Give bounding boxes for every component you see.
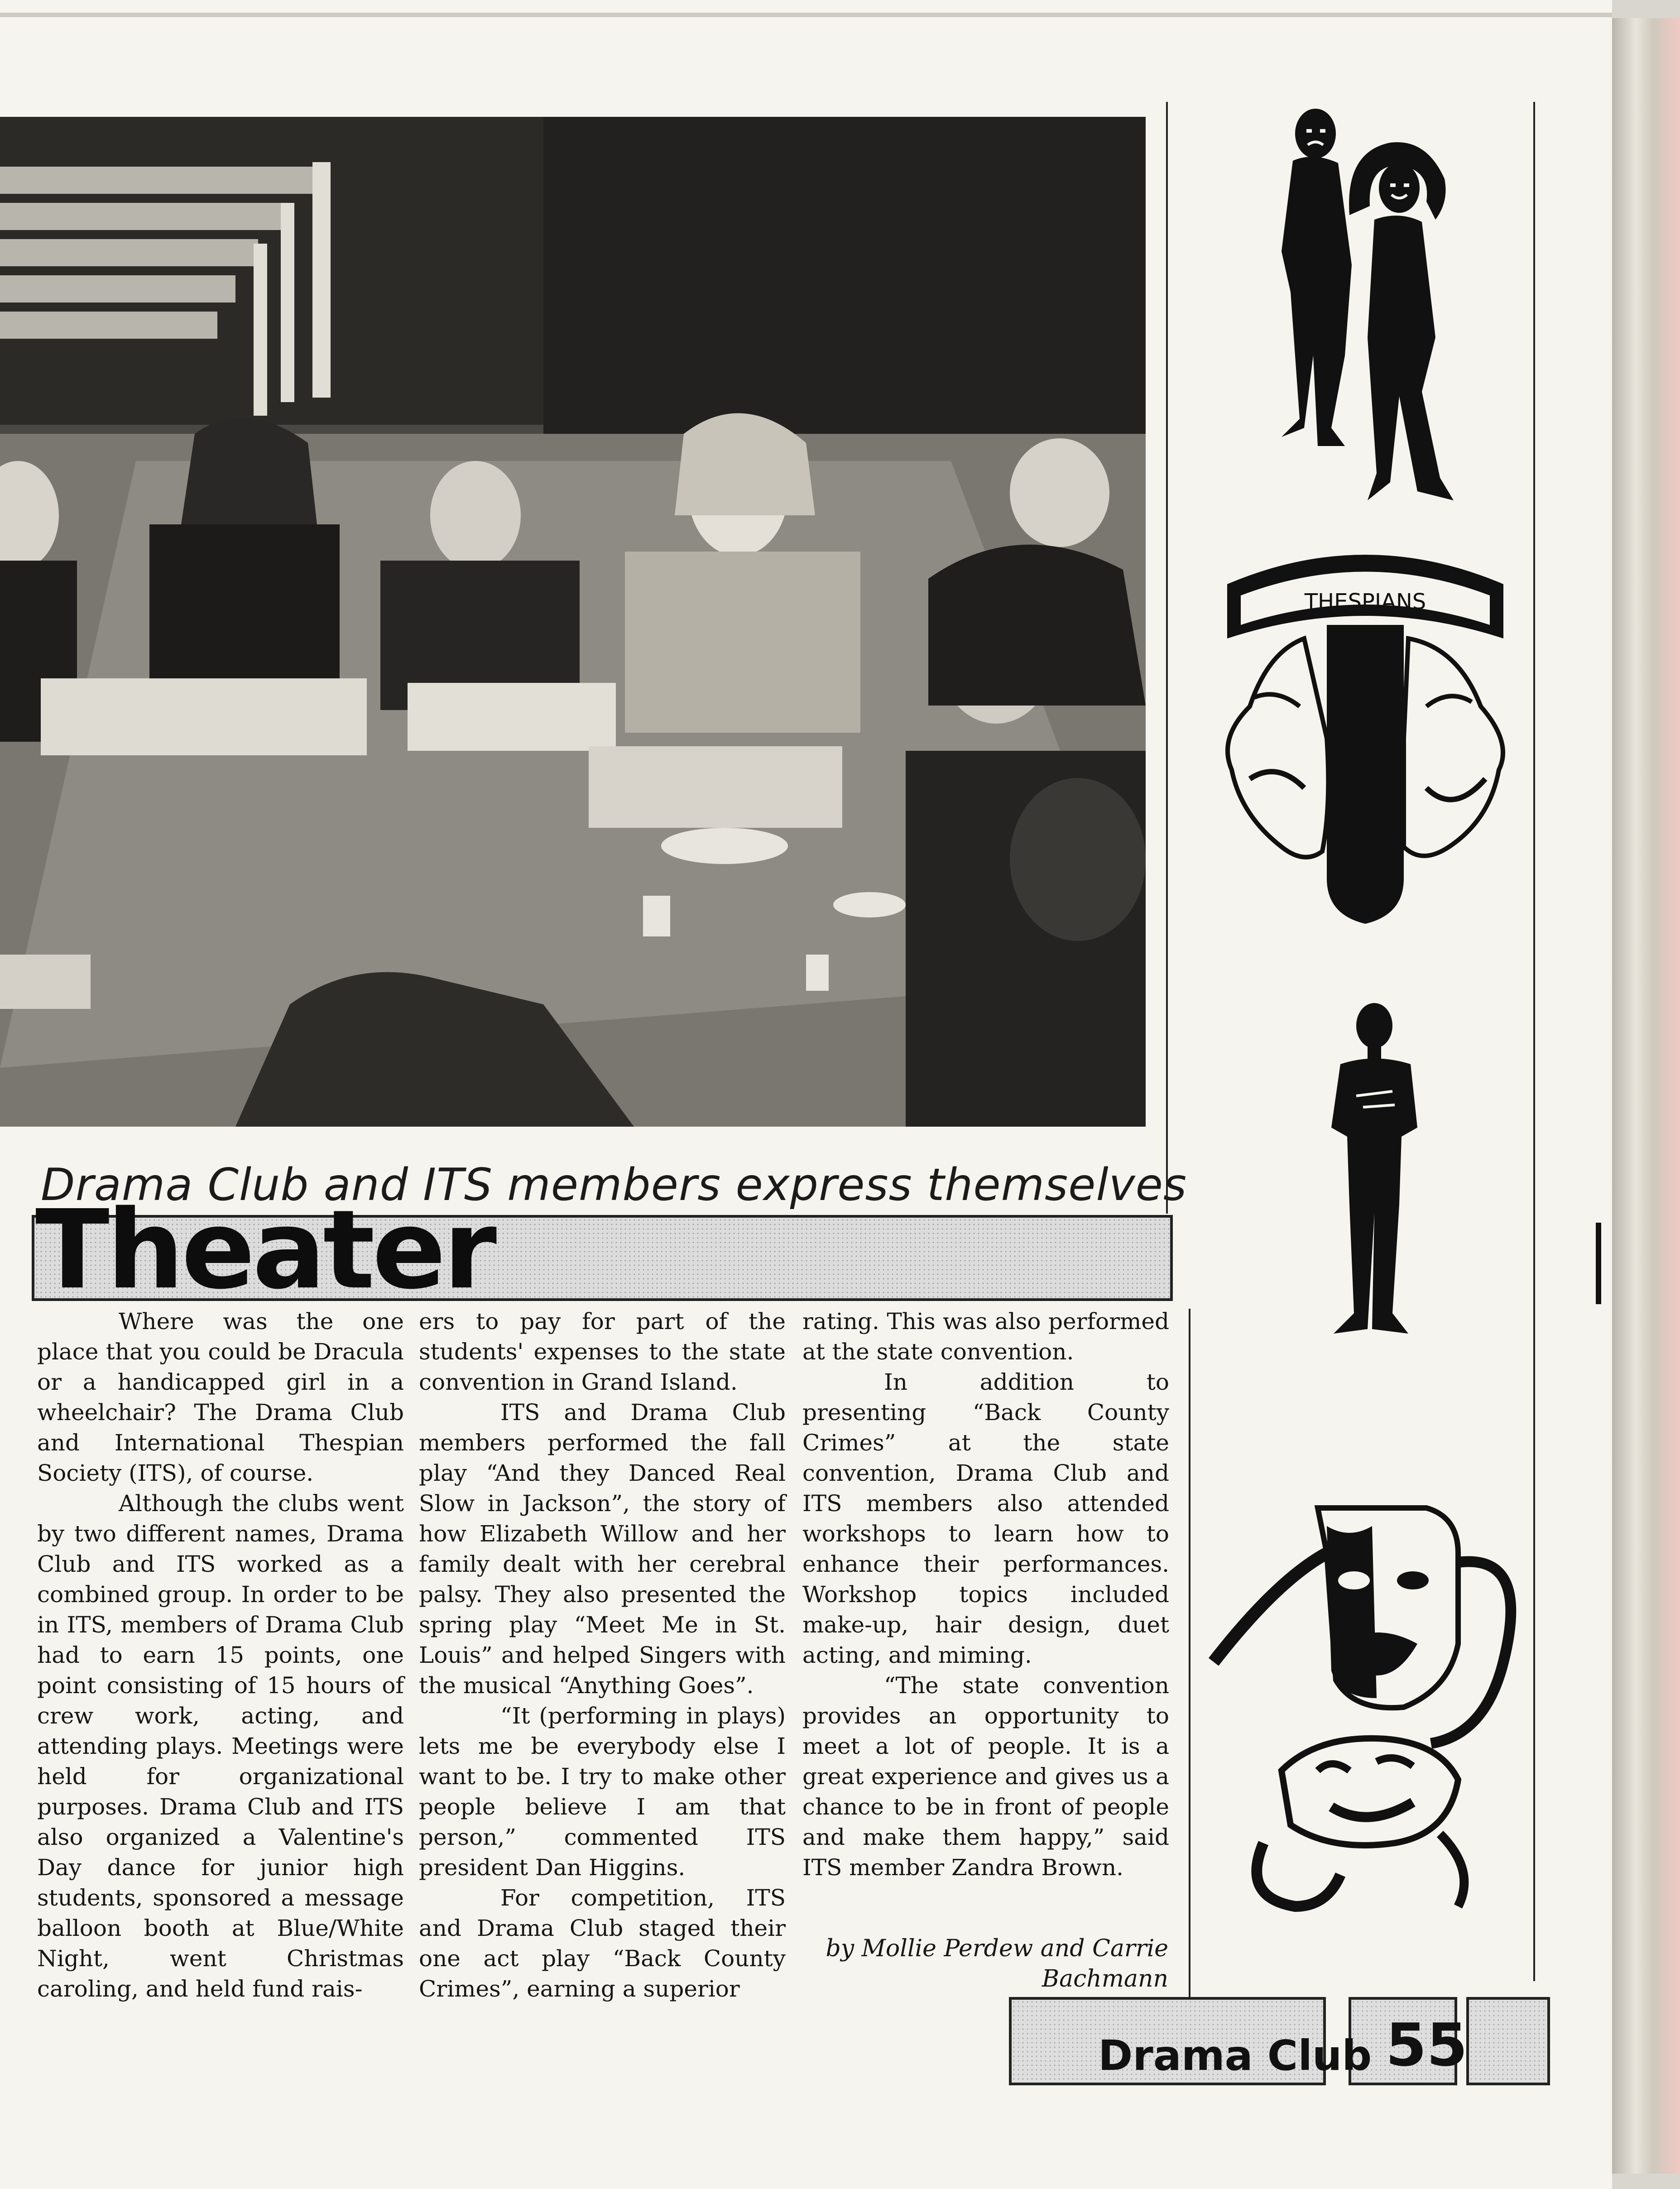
- folio-section: Drama Club: [1098, 2031, 1372, 2080]
- paragraph: ITS and Drama Club members performed the fall play “And they Danced Real Slow in Jackson”, the story of how Elizabeth Willow and her family dealt with her cerebral palsy. They also presented the spring play “Meet Me in St. Louis” and helped Singers with the musical “Anything Goes”.: [419, 1399, 786, 1699]
- drama-club-photo: [0, 117, 1146, 1127]
- thespians-emblem-icon: [1214, 534, 1517, 933]
- paragraph: “It (performing in plays) lets me be everybody else I want to be. I try to make other people believe I am that person,” commented ITS president Dan Higgins.: [419, 1703, 786, 1881]
- folio-page-number: 55: [1386, 2011, 1468, 2079]
- byline: by Mollie Perdew and Carrie Bachmann: [826, 1935, 1168, 1992]
- mime-figures-icon: [1254, 102, 1463, 518]
- column-rule-left: [1166, 102, 1168, 1214]
- kicker: Drama Club and ITS members express themselves: [41, 1159, 1187, 1211]
- emblem-text: THESPIANS: [1304, 589, 1426, 614]
- paragraph: Where was the one place that you could be Dracula or a handicapped girl in a wheelchair? The Drama Club and International Thespian Society (ITS), of course.: [37, 1308, 404, 1486]
- drama-masks-icon: [1205, 1499, 1522, 1925]
- article-column-2: [419, 1306, 786, 2004]
- paragraph: Although the clubs went by two different names, Drama Club and ITS worked as a combined group. In order to be in ITS, members of Drama Club had to earn 15 points, one point consisting of 15 hours of crew work, acting, and attending plays. Meetings were held for organizational purposes. Drama Club and ITS also organized a Valentine's Day dance for junior high students, sponsored a message balloon booth at Blue/White Night, went Christmas caroling, and held fund rais-: [37, 1490, 404, 2002]
- top-rule: [0, 13, 1612, 17]
- paragraph: ers to pay for part of the students' expenses to the state convention in Grand Island.: [419, 1308, 786, 1395]
- page-tab-mark: [1596, 1223, 1601, 1304]
- article-column-3: [802, 1306, 1169, 1883]
- mime-figure-icon: [1313, 1001, 1431, 1340]
- paragraph: In addition to presenting “Back County Crimes” at the state convention, Drama Club and ITS members also attended workshops to learn how to enhance their performances. Workshop topics included make-up, hair design, duet acting, and miming.: [802, 1369, 1169, 1668]
- headline: Theater: [35, 1186, 494, 1313]
- column-rule-bottom: [1189, 1309, 1190, 1997]
- column-rule-right: [1533, 102, 1535, 1981]
- paragraph: For competition, ITS and Drama Club staged their one act play “Back County Crimes”, earning a superior: [419, 1885, 786, 2002]
- folio-blank-box: [1466, 1997, 1550, 2085]
- article-column-1: [37, 1306, 404, 2004]
- paragraph: “The state convention provides an opportunity to meet a lot of people. It is a great experience and gives us a chance to be in front of people and make them happy,” said ITS member Zandra Brown.: [802, 1672, 1169, 1881]
- paragraph: rating. This was also performed at the state convention.: [802, 1308, 1169, 1365]
- page-edge: [1612, 18, 1680, 2174]
